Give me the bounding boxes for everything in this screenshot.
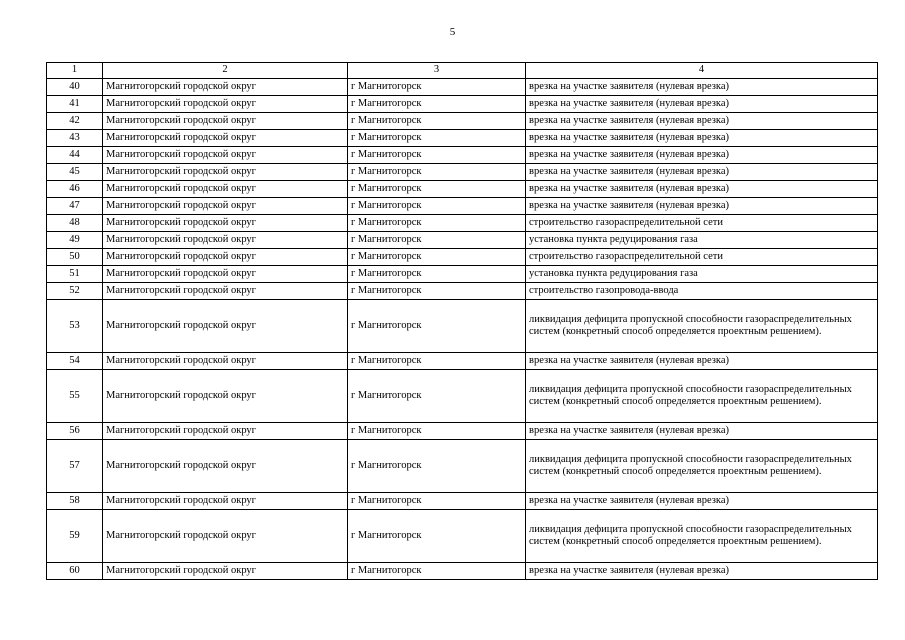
- row-number-cell: 59: [47, 510, 103, 563]
- row-number-cell: 52: [47, 283, 103, 300]
- work-description-cell: ликвидация дефицита пропускной способности газораспределительных систем (конкретный способ определяется проектным решением).: [526, 510, 878, 563]
- locality-cell: г Магнитогорск: [348, 249, 526, 266]
- work-description-cell: строительство газораспределительной сети: [526, 249, 878, 266]
- row-number-cell: 43: [47, 130, 103, 147]
- district-cell: Магнитогорский городской округ: [103, 232, 348, 249]
- table-row: [47, 181, 878, 198]
- work-description-cell: врезка на участке заявителя (нулевая врезка): [526, 198, 878, 215]
- row-number-cell: 58: [47, 493, 103, 510]
- work-description-cell: врезка на участке заявителя (нулевая врезка): [526, 493, 878, 510]
- row-number-cell: 53: [47, 300, 103, 353]
- district-cell: Магнитогорский городской округ: [103, 300, 348, 353]
- district-cell: Магнитогорский городской округ: [103, 266, 348, 283]
- district-cell: Магнитогорский городской округ: [103, 493, 348, 510]
- district-cell: Магнитогорский городской округ: [103, 510, 348, 563]
- row-number-cell: 49: [47, 232, 103, 249]
- locality-cell: г Магнитогорск: [348, 96, 526, 113]
- work-description-cell: ликвидация дефицита пропускной способности газораспределительных систем (конкретный способ определяется проектным решением).: [526, 300, 878, 353]
- table-row: [47, 96, 878, 113]
- district-cell: Магнитогорский городской округ: [103, 147, 348, 164]
- row-number-cell: 46: [47, 181, 103, 198]
- row-number-cell: 47: [47, 198, 103, 215]
- locality-cell: г Магнитогорск: [348, 232, 526, 249]
- district-cell: Магнитогорский городской округ: [103, 440, 348, 493]
- locality-cell: г Магнитогорск: [348, 370, 526, 423]
- header-cell-3: 3: [348, 63, 526, 79]
- row-number-cell: 45: [47, 164, 103, 181]
- table-row: [47, 147, 878, 164]
- district-cell: Магнитогорский городской округ: [103, 353, 348, 370]
- page-number: 5: [449, 26, 456, 38]
- work-description-cell: ликвидация дефицита пропускной способности газораспределительных систем (конкретный способ определяется проектным решением).: [526, 440, 878, 493]
- district-cell: Магнитогорский городской округ: [103, 96, 348, 113]
- district-cell: Магнитогорский городской округ: [103, 113, 348, 130]
- district-cell: Магнитогорский городской округ: [103, 283, 348, 300]
- work-description-cell: врезка на участке заявителя (нулевая врезка): [526, 79, 878, 96]
- locality-cell: г Магнитогорск: [348, 215, 526, 232]
- table-row: [47, 510, 878, 563]
- work-description-cell: установка пункта редуцирования газа: [526, 232, 878, 249]
- district-cell: Магнитогорский городской округ: [103, 423, 348, 440]
- table-body: [47, 63, 878, 580]
- locality-cell: г Магнитогорск: [348, 300, 526, 353]
- district-cell: Магнитогорский городской округ: [103, 563, 348, 580]
- locality-cell: г Магнитогорск: [348, 493, 526, 510]
- table-row: [47, 563, 878, 580]
- table-row: [47, 215, 878, 232]
- work-description-cell: врезка на участке заявителя (нулевая врезка): [526, 353, 878, 370]
- table-row: [47, 113, 878, 130]
- district-cell: Магнитогорский городской округ: [103, 249, 348, 266]
- work-description-cell: строительство газораспределительной сети: [526, 215, 878, 232]
- row-number-cell: 60: [47, 563, 103, 580]
- district-cell: Магнитогорский городской округ: [103, 130, 348, 147]
- table-row: [47, 164, 878, 181]
- district-cell: Магнитогорский городской округ: [103, 79, 348, 96]
- row-number-cell: 56: [47, 423, 103, 440]
- table-row: [47, 249, 878, 266]
- work-description-cell: врезка на участке заявителя (нулевая врезка): [526, 147, 878, 164]
- row-number-cell: 44: [47, 147, 103, 164]
- district-cell: Магнитогорский городской округ: [103, 164, 348, 181]
- work-description-cell: ликвидация дефицита пропускной способности газораспределительных систем (конкретный способ определяется проектным решением).: [526, 370, 878, 423]
- work-description-cell: врезка на участке заявителя (нулевая врезка): [526, 423, 878, 440]
- work-description-cell: строительство газопровода-ввода: [526, 283, 878, 300]
- table-row: [47, 79, 878, 96]
- table-row: [47, 493, 878, 510]
- table-row: [47, 283, 878, 300]
- table-row: [47, 353, 878, 370]
- header-cell-4: 4: [526, 63, 878, 79]
- table-row: [47, 300, 878, 353]
- locality-cell: г Магнитогорск: [348, 113, 526, 130]
- row-number-cell: 41: [47, 96, 103, 113]
- row-number-cell: 54: [47, 353, 103, 370]
- locality-cell: г Магнитогорск: [348, 283, 526, 300]
- locality-cell: г Магнитогорск: [348, 423, 526, 440]
- work-description-cell: установка пункта редуцирования газа: [526, 266, 878, 283]
- header-cell-2: 2: [103, 63, 348, 79]
- table-row: [47, 130, 878, 147]
- locality-cell: г Магнитогорск: [348, 147, 526, 164]
- table-header-row: [47, 63, 878, 79]
- work-description-cell: врезка на участке заявителя (нулевая врезка): [526, 130, 878, 147]
- locality-cell: г Магнитогорск: [348, 353, 526, 370]
- locality-cell: г Магнитогорск: [348, 130, 526, 147]
- locality-cell: г Магнитогорск: [348, 198, 526, 215]
- row-number-cell: 40: [47, 79, 103, 96]
- work-description-cell: врезка на участке заявителя (нулевая врезка): [526, 96, 878, 113]
- locality-cell: г Магнитогорск: [348, 79, 526, 96]
- table-row: [47, 440, 878, 493]
- district-cell: Магнитогорский городской округ: [103, 215, 348, 232]
- work-description-cell: врезка на участке заявителя (нулевая врезка): [526, 113, 878, 130]
- district-cell: Магнитогорский городской округ: [103, 181, 348, 198]
- table-row: [47, 370, 878, 423]
- work-description-cell: врезка на участке заявителя (нулевая врезка): [526, 181, 878, 198]
- row-number-cell: 51: [47, 266, 103, 283]
- work-description-cell: врезка на участке заявителя (нулевая врезка): [526, 563, 878, 580]
- data-table: [46, 62, 878, 580]
- locality-cell: г Магнитогорск: [348, 440, 526, 493]
- table-row: [47, 423, 878, 440]
- row-number-cell: 42: [47, 113, 103, 130]
- work-description-cell: врезка на участке заявителя (нулевая врезка): [526, 164, 878, 181]
- row-number-cell: 55: [47, 370, 103, 423]
- district-cell: Магнитогорский городской округ: [103, 198, 348, 215]
- table-row: [47, 266, 878, 283]
- table-row: [47, 232, 878, 249]
- locality-cell: г Магнитогорск: [348, 164, 526, 181]
- district-cell: Магнитогорский городской округ: [103, 370, 348, 423]
- locality-cell: г Магнитогорск: [348, 510, 526, 563]
- locality-cell: г Магнитогорск: [348, 266, 526, 283]
- table-row: [47, 198, 878, 215]
- locality-cell: г Магнитогорск: [348, 563, 526, 580]
- row-number-cell: 57: [47, 440, 103, 493]
- row-number-cell: 50: [47, 249, 103, 266]
- header-cell-1: 1: [47, 63, 103, 79]
- row-number-cell: 48: [47, 215, 103, 232]
- locality-cell: г Магнитогорск: [348, 181, 526, 198]
